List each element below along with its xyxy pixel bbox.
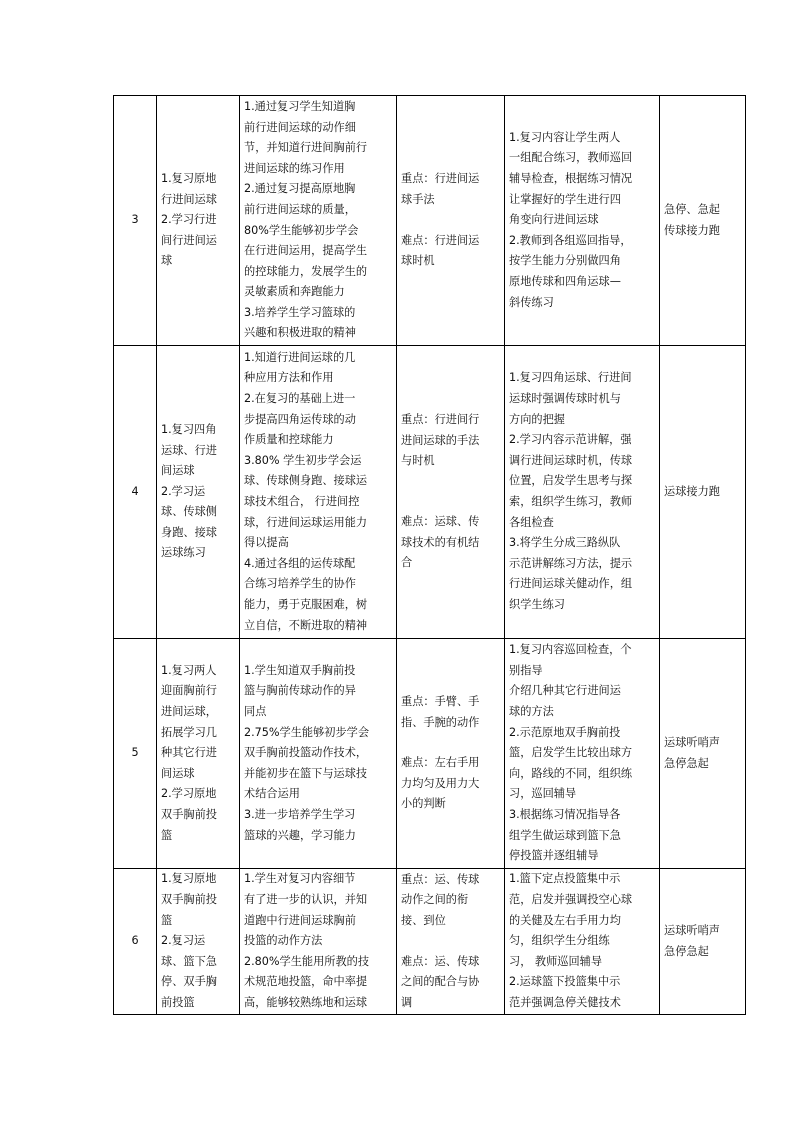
methods-cell	[505, 346, 660, 639]
content-cell	[157, 96, 240, 346]
game-activity: 运球听哨声 急停急起	[664, 923, 720, 958]
lesson-number-cell	[114, 346, 157, 639]
lesson-objectives: 1.学生知道双手胸前投 篮与胸前传球动作的异 同点 2.75%学生能够初步学会 双手胸前投篮动作技术， 并能初步在篮下与运球技 术结合运用 3.进一步培养学生学习 篮球的兴趣，学习能力	[244, 663, 370, 842]
lesson-number: 5	[131, 746, 139, 760]
methods-cell	[505, 869, 660, 1015]
lesson-number-cell	[114, 869, 157, 1015]
lesson-number: 6	[131, 934, 139, 948]
difficulty-point: 难点：运、传球 之间的配合与协 调	[401, 954, 480, 1009]
lesson-objectives: 1.通过复习学生知道胸 前行进间运球的动作细 节，并知道行进间胸前行 进间运球的练习作用 2.通过复习提高原地胸 前行进间运球的质量， 80%学生能够初步学会 在行进间运用，提高学生 的控球能力，发展学生的 灵敏素质和奔跑能力 3.培养学生学习篮球的 兴趣和积极进取的精神	[244, 99, 368, 340]
table-row	[114, 869, 746, 1015]
difficulty-point: 难点：运球、传 球技术的有机结 合	[401, 515, 480, 570]
teaching-methods: 1.复习内容巡回检查，个 别指导 介绍几种其它行进间运 球的方法 2.示范原地双手胸前投 篮，启发学生比较出球方 向，路线的不同，组织练 习，巡回辅导 3.根据练习情况指导各 组学生做运球到篮下急 停投篮并逐组辅导	[509, 643, 633, 863]
game-cell	[660, 96, 746, 346]
objectives-cell	[240, 869, 397, 1015]
content-cell	[157, 639, 240, 869]
table-row	[114, 639, 746, 869]
game-activity: 运球接力跑	[664, 484, 720, 498]
key-point: 重点：运、传球 动作之间的衔 接、到位	[401, 872, 480, 927]
teaching-methods: 1.复习四角运球、行进间 运球时强调传球时机与 方向的把握 2.学习内容示范讲解，强 调行进间运球时机，传球 位置，启发学生思考与探 索，组织学生练习，教师 各组检查 3.将学生分成三路纵队 示范讲解练习方法，提示 行进间运球关健动作，组 织学生练习	[509, 371, 633, 611]
lesson-objectives: 1.学生对复习内容细节 有了进一步的认识，并知 道跑中行进间运球胸前 投篮的动作方法 2.80%学生能用所教的技 术规范地投篮，命中率提 高，能够较熟练地和运球	[244, 872, 370, 1009]
lesson-number-cell	[114, 639, 157, 869]
difficulty-point: 难点：行进间运 球时机	[401, 233, 480, 268]
lesson-content: 1.复习原地 双手胸前投 篮 2.复习运 球、篮下急 停、双手胸 前投篮	[161, 872, 217, 1009]
lesson-number-cell	[114, 96, 157, 346]
methods-cell	[505, 96, 660, 346]
lesson-number: 4	[131, 484, 139, 498]
objectives-cell	[240, 96, 397, 346]
table-row	[114, 96, 746, 346]
key-points-cell	[397, 96, 505, 346]
lesson-content: 1.复习原地 行进间运球 2.学习行进 间行进间运 球	[161, 172, 217, 268]
game-cell	[660, 346, 746, 639]
table-row	[114, 346, 746, 639]
lesson-objectives: 1.知道行进间运球的几 种应用方法和作用 2.在复习的基础上进一 步提高四角运传球的动 作质量和控球能力 3.80% 学生初步学会运 球、传球侧身跑、接球运 球技术组合， 行进间控 球，行进间运球运用能力 得以提高 4.通过各组的运传球配 合练习培养学生的协作 能力，勇于克服困难，树 立自信，不断进取的精神	[244, 350, 368, 632]
lesson-content: 1.复习四角 运球、行进 间运球 2.学习运 球、传球侧 身跑、接球 运球练习	[161, 422, 217, 560]
difficulty-point: 难点：左右手用 力均匀及用力大 小的判断	[401, 756, 480, 811]
game-activity: 急停、急起 传球接力跑	[664, 202, 720, 237]
teaching-methods: 1.复习内容让学生两人 一组配合练习，教师巡回 辅导检查，根据练习情况 让掌握好的学生进行四 角变向行进间运球 2.教师到各组巡回指导， 按学生能力分别做四角 原地传球和四角运球— 斜传练习	[509, 130, 633, 309]
teaching-methods: 1.篮下定点投篮集中示 范，启发并强调投空心球 的关健及左右手用力均 匀，组织学生分组练 习， 教师巡回辅导 2.运球篮下投篮集中示 范并强调急停关健技术	[509, 872, 633, 1009]
objectives-cell	[240, 639, 397, 869]
content-cell	[157, 346, 240, 639]
key-point: 重点：行进间行 进间运球的手法 与时机	[401, 413, 480, 468]
lesson-content: 1.复习两人 迎面胸前行 进间运球， 拓展学习几 种其它行进 间运球 2.学习原地 双手胸前投 篮	[161, 663, 217, 842]
objectives-cell	[240, 346, 397, 639]
game-activity: 运球听哨声 急停急起	[664, 735, 720, 770]
content-cell	[157, 869, 240, 1015]
key-point: 重点：手臂、手 指、手腕的动作	[401, 695, 480, 729]
game-cell	[660, 869, 746, 1015]
lesson-number: 3	[131, 213, 139, 227]
key-point: 重点：行进间运 球手法	[401, 172, 480, 206]
key-points-cell	[397, 869, 505, 1015]
key-points-cell	[397, 639, 505, 869]
game-cell	[660, 639, 746, 869]
methods-cell	[505, 639, 660, 869]
key-points-cell	[397, 346, 505, 639]
lesson-plan-table	[113, 95, 746, 1015]
